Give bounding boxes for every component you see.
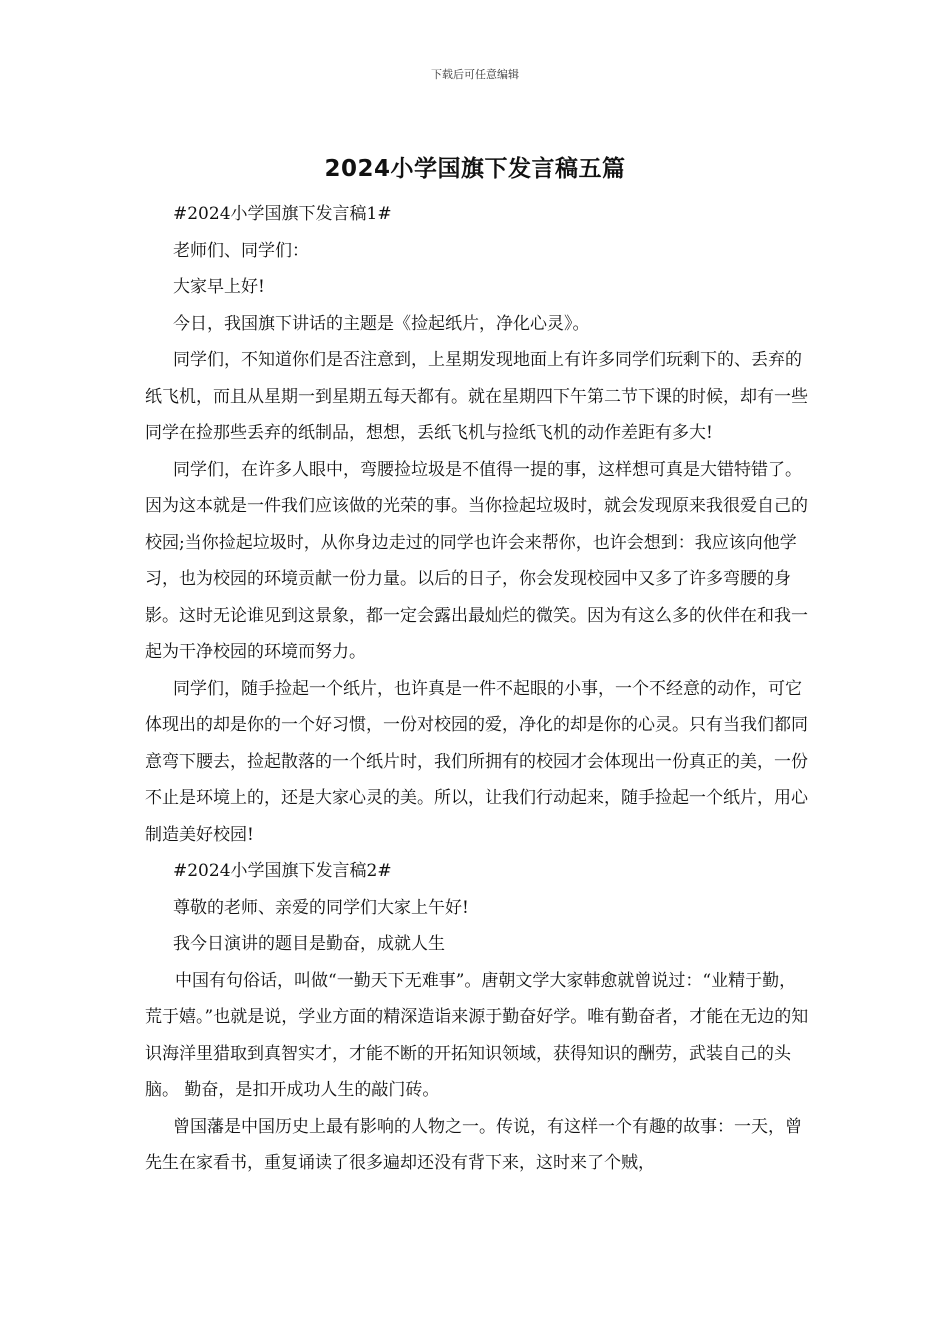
section-heading: #2024小学国旗下发言稿1# [173,204,392,224]
greeting: 大家早上好! [173,277,265,297]
speech-topic: 我今日演讲的题目是勤奋，成就人生 [173,934,445,954]
section-heading: #2024小学国旗下发言稿2# [173,861,392,881]
paragraph: 今日，我国旗下讲话的主题是《捡起纸片，净化心灵》。 [173,313,590,334]
salutation: 老师们、同学们： [173,240,309,261]
document-body [145,196,810,1182]
paragraph: 同学们，不知道你们是否注意到，上星期发现地面上有许多同学们玩剩下的、丢弃的纸飞机，而且从星期一到星期五每天都有。就在星期四下午第二节下课的时候，却有一些同学在捡那些丢弃的纸制品，想想，丢纸飞机与捡纸飞机的动作差距有多大! [145,350,808,443]
salutation: 尊敬的老师、亲爱的同学们大家上午好! [173,897,469,918]
paragraph: 同学们，随手捡起一个纸片，也许真是一件不起眼的小事，一个不经意的动作，可它体现出的却是你的一个好习惯，一份对校园的爱，净化的却是你的心灵。只有当我们都同意弯下腰去，捡起散落的一个纸片时，我们所拥有的校园才会体现出一份真正的美，一份不止是环境上的，还是大家心灵的美。所以，让我们行动起来，随手捡起一个纸片，用心制造美好校园! [145,678,808,845]
paragraph: 曾国藩是中国历史上最有影响的人物之一。传说，有这样一个有趣的故事：一天，曾先生在家看书，重复诵读了很多遍却还没有背下来，这时来了个贼， [145,1116,802,1173]
document-title: 2024小学国旗下发言稿五篇 [324,156,626,182]
paragraph: 中国有句俗话，叫做“一勤天下无难事”。唐朝文学大家韩愈就曾说过：“业精于勤，荒于嬉。”也就是说，学业方面的精深造诣来源于勤奋好学。唯有勤奋者，才能在无边的知识海洋里猎取到真智实才，才能不断的开拓知识领域，获得知识的酬劳，武装自己的头脑。 勤奋，是扣开成功人生的敲门砖。 [145,970,809,1100]
paragraph: 同学们，在许多人眼中，弯腰捡垃圾是不值得一提的事，这样想可真是大错特错了。因为这本就是一件我们应该做的光荣的事。当你捡起垃圾时，就会发现原来我很爱自己的校园;当你捡起垃圾时，从你身边走过的同学也许会来帮你，也许会想到：我应该向他学习，也为校园的环境贡献一份力量。以后的日子，你会发现校园中又多了许多弯腰的身影。这时无论谁见到这景象，都一定会露出最灿烂的微笑。因为有这么多的伙伴在和我一起为干净校园的环境而努力。 [145,459,808,662]
page-header: 下载后可任意编辑 [431,68,519,81]
